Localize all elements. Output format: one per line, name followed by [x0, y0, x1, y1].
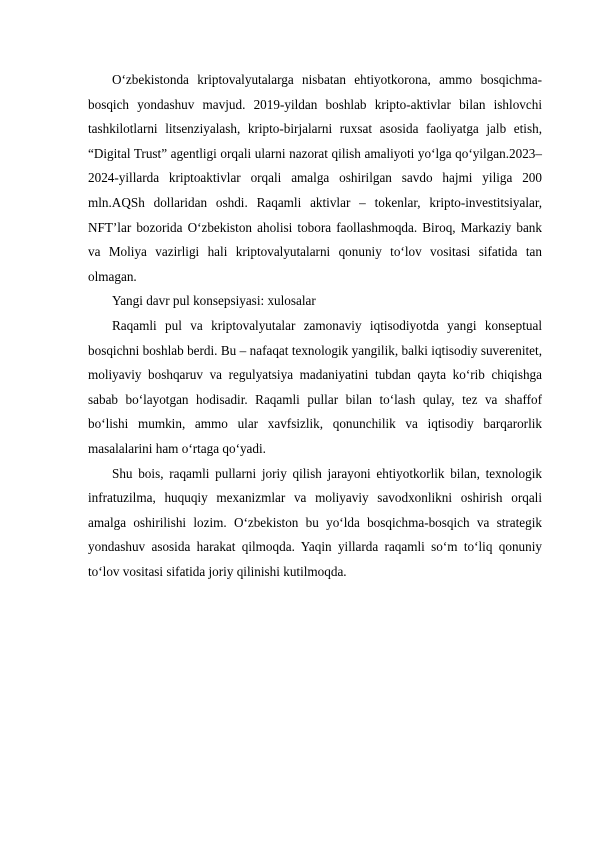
document-page — [88, 68, 542, 584]
section-heading: Yangi davr pul konsepsiyasi: xulosalar — [112, 293, 316, 309]
paragraph-uzbekistan-crypto: O‘zbekistonda kriptovalyutalarga nisbatan ehtiyotkorona, ammo bosqichma-bosqich yondashuv mavjud. 2019-yildan boshlab kripto-aktivlar bilan ishlovchi tashkilotlarni litsenziyalash, kripto-birjalarni ruxsat asosida faoliyatga jalb etish, “Digital Trust” agentligi orqali ularni nazorat qilish amaliyoti yo‘lga qo‘yilgan.2023–2024-yillarda kriptoaktivlar orqali amalga oshirilgan savdo hajmi yiliga 200 mln.AQSh dollaridan oshdi. Raqamli aktivlar – tokenlar, kripto-investitsiyalar, NFT’lar bozorida O‘zbekiston aholisi tobora faollashmoqda. Biroq, Markaziy bank va Moliya vazirligi hali kriptovalyutalarni qonuniy to‘lov vositasi sifatida tan olmagan. — [88, 72, 542, 284]
paragraph-conclusion-1: Raqamli pul va kriptovalyutalar zamonaviy iqtisodiyotda yangi konseptual bosqichni boshlab berdi. Bu – nafaqat texnologik yangilik, balki iqtisodiy suverenitet, moliyaviy boshqaruv va regulyatsiya madaniyatini tubdan qayta ko‘rib chiqishga sabab bo‘layotgan hodisadir. Raqamli pullar bilan to‘lash qulay, tez va shaffof bo‘lishi mumkin, ammo ular xavfsizlik, qonunchilik va iqtisodiy barqarorlik masalalarini ham o‘rtaga qo‘yadi. — [88, 317, 542, 456]
paragraph-conclusion-2: Shu bois, raqamli pullarni joriy qilish jarayoni ehtiyotkorlik bilan, texnologik infratuzilma, huquqiy mexanizmlar va moliyaviy savodxonlikni oshirish orqali amalga oshirilishi lozim. O‘zbekiston bu yo‘lda bosqichma-bosqich va strategik yondashuv asosida harakat qilmoqda. Yaqin yillarda raqamli so‘m to‘liq qonuniy to‘lov vositasi sifatida joriy qilinishi kutilmoqda. — [88, 465, 542, 579]
